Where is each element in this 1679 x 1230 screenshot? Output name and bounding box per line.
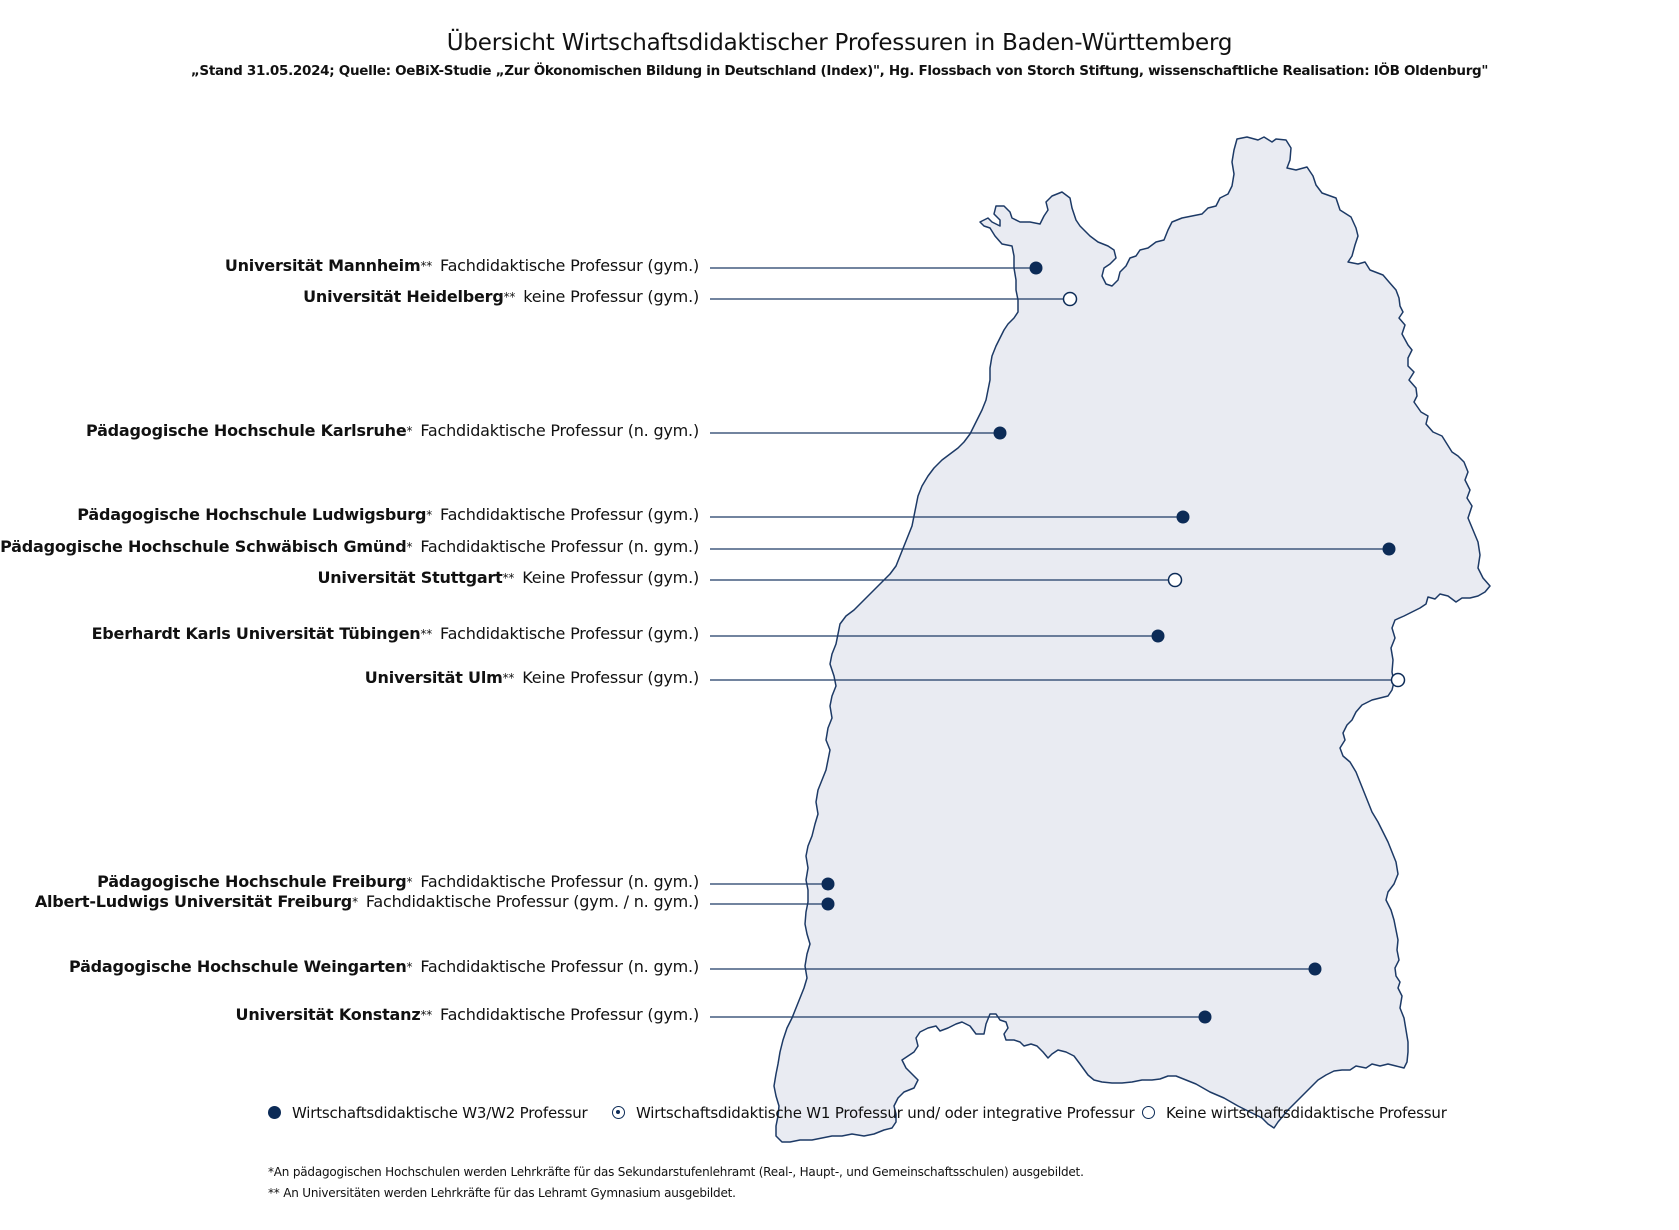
institution-star: **: [420, 259, 433, 273]
footnote-one: *An pädagogischen Hochschulen werden Lehrkräfte für das Sekundarstufenlehramt (Real-, Haupt-, und Gemeinschaftsschulen) ausgebildet.: [268, 1165, 1084, 1179]
legend-label: Wirtschaftsdidaktische W3/W2 Professur: [292, 1104, 588, 1122]
filled-dot-icon: [268, 1106, 281, 1119]
professorship-marker: [1177, 511, 1190, 524]
institution-desc: Fachdidaktische Professur (gym.): [440, 1005, 699, 1024]
professorship-marker: [1152, 630, 1165, 643]
baden-wuerttemberg-outline: [774, 137, 1490, 1142]
label-row: [86, 421, 699, 441]
institution-desc: Fachdidaktische Professur (gym.): [440, 505, 699, 524]
institution-desc: Fachdidaktische Professur (n. gym.): [420, 872, 699, 891]
label-row: [303, 287, 699, 307]
institution-star: **: [503, 290, 516, 304]
professorship-marker: [1030, 262, 1043, 275]
institution-desc: Fachdidaktische Professur (gym.): [440, 256, 699, 275]
no-professorship-marker: [1169, 574, 1182, 587]
institution-desc: Fachdidaktische Professur (n. gym.): [420, 421, 699, 440]
label-row: [317, 568, 699, 588]
institution-star: **: [420, 1008, 433, 1022]
open-circle-icon: [1142, 1106, 1155, 1119]
institution-desc: Fachdidaktische Professur (n. gym.): [420, 957, 699, 976]
ring-dot-icon: [612, 1106, 625, 1119]
institution-name: Universität Ulm: [364, 668, 503, 687]
label-row: [35, 892, 699, 912]
institution-star: **: [502, 671, 515, 685]
label-row: [69, 957, 699, 977]
legend-label: Keine wirtschaftsdidaktische Professur: [1166, 1104, 1447, 1122]
professorship-marker: [1199, 1011, 1212, 1024]
label-row: [77, 505, 699, 525]
institution-star: *: [426, 508, 433, 522]
legend-label: Wirtschaftsdidaktische W1 Professur und/ oder integrative Professur: [636, 1104, 1135, 1122]
professorship-marker: [994, 427, 1007, 440]
institution-desc: Keine Professur (gym.): [522, 568, 699, 587]
label-row: [0, 537, 699, 557]
institution-desc: Fachdidaktische Professur (gym.): [440, 624, 699, 643]
label-row: [92, 624, 699, 644]
professorship-marker: [1309, 963, 1322, 976]
institution-name: Universität Heidelberg: [303, 287, 504, 306]
institution-star: **: [502, 571, 515, 585]
institution-star: *: [352, 895, 358, 909]
institution-name: Albert-Ludwigs Universität Freiburg: [34, 892, 353, 911]
label-row: [97, 872, 699, 892]
institution-name: Pädagogische Hochschule Schwäbisch Gmünd: [0, 537, 407, 556]
institution-desc: Fachdidaktische Professur (n. gym.): [420, 537, 699, 556]
institution-name: Pädagogische Hochschule Ludwigsburg: [77, 505, 427, 524]
institution-name: Pädagogische Hochschule Freiburg: [97, 872, 407, 891]
institution-star: *: [406, 540, 413, 554]
professorship-marker: [822, 898, 835, 911]
institution-star: *: [406, 875, 413, 889]
institution-desc: Keine Professur (gym.): [522, 668, 699, 687]
institution-name: Universität Konstanz: [235, 1005, 421, 1024]
legend-item-w3w2: [268, 1104, 587, 1122]
label-row: [365, 668, 699, 688]
label-row: [236, 1005, 699, 1025]
label-row: [225, 256, 699, 276]
institution-star: *: [406, 960, 413, 974]
page-title: Übersicht Wirtschaftsdidaktischer Professuren in Baden-Württemberg: [446, 30, 1233, 56]
institution-name: Universität Stuttgart: [317, 568, 503, 587]
legend-item-none: [1142, 1104, 1447, 1122]
institution-name: Pädagogische Hochschule Karlsruhe: [85, 421, 407, 440]
footnote-two: ** An Universitäten werden Lehrkräfte für das Lehramt Gymnasium ausgebildet.: [268, 1186, 736, 1200]
professorship-marker: [1383, 543, 1396, 556]
institution-name: Eberhardt Karls Universität Tübingen: [91, 624, 421, 643]
no-professorship-marker: [1392, 674, 1405, 687]
institution-name: Universität Mannheim: [224, 256, 421, 275]
legend-item-w1: [612, 1104, 1134, 1122]
no-professorship-marker: [1064, 293, 1077, 306]
institution-name: Pädagogische Hochschule Weingarten: [68, 957, 407, 976]
source-subtitle: „Stand 31.05.2024; Quelle: OeBiX-Studie „Zur Ökonomischen Bildung in Deutschland (Index)", Hg. Flossbach von Storch Stiftung, wissenschaftliche Realisation: IÖB Oldenburg": [190, 63, 1489, 79]
institution-star: *: [406, 424, 413, 438]
institution-desc: Fachdidaktische Professur (gym. / n. gym.): [365, 892, 699, 911]
institution-star: **: [420, 627, 433, 641]
professorship-marker: [822, 878, 835, 891]
institution-desc: keine Professur (gym.): [523, 287, 699, 306]
